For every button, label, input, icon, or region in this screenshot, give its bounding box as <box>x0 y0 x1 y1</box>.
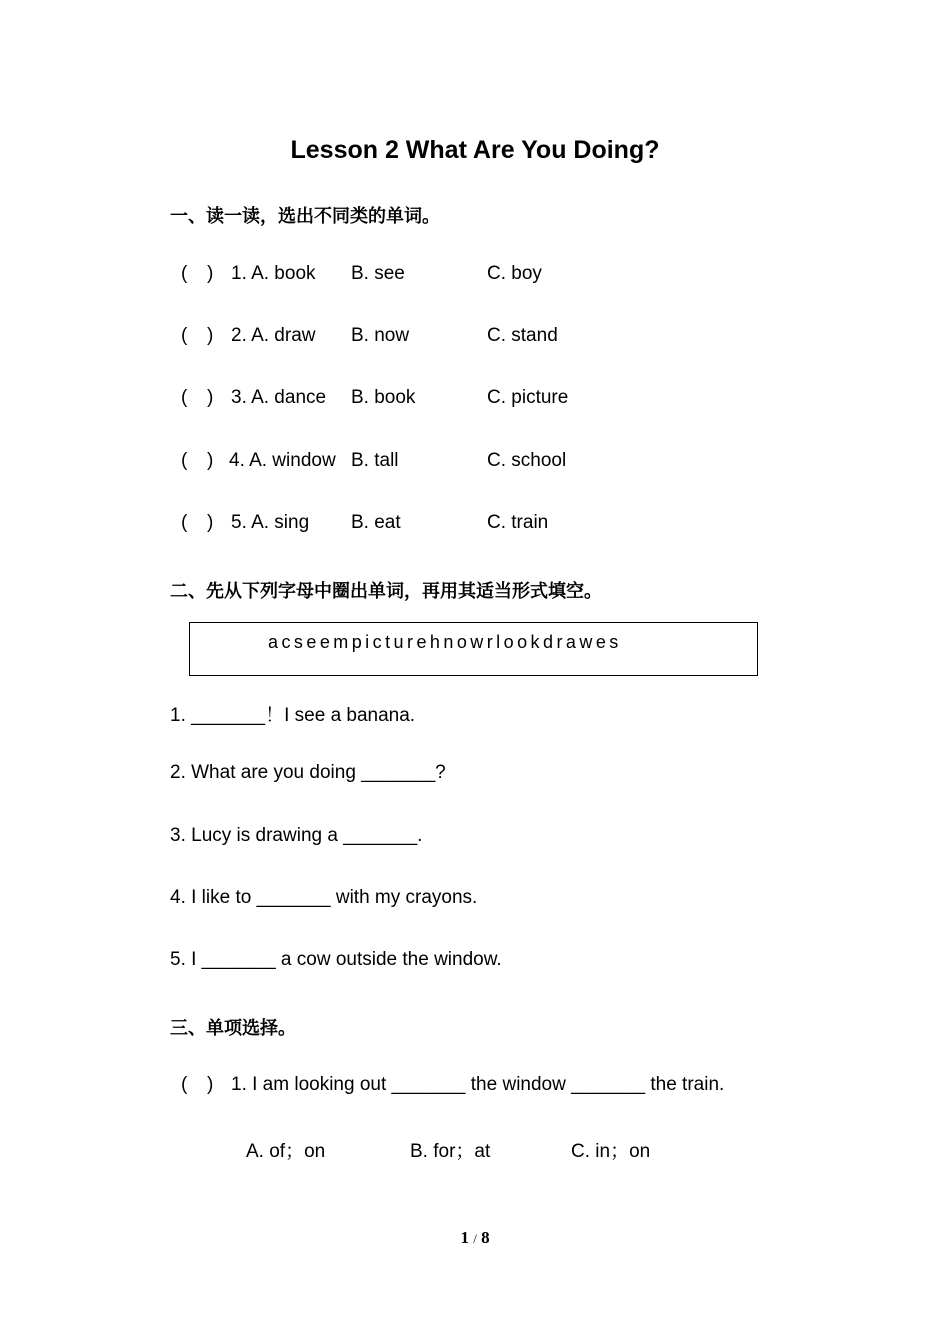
answer-paren-left: ( <box>181 512 188 533</box>
option-a: 2. A. draw <box>231 325 316 346</box>
option-b: B. now <box>351 325 410 346</box>
answer-paren-left: ( <box>181 325 188 346</box>
option-a: 5. A. sing <box>231 512 310 533</box>
choice-b: B. for；at <box>410 1141 491 1162</box>
answer-paren-left: ( <box>181 450 188 471</box>
section-3-heading: 三、单项选择。 <box>170 1018 296 1038</box>
s2-sentence-4: 4. I like to _______ with my crayons. <box>170 887 478 908</box>
option-b: B. tall <box>351 450 399 471</box>
option-c: C. train <box>487 512 549 533</box>
current-page: 1 <box>460 1228 469 1247</box>
option-b: B. book <box>351 387 416 408</box>
answer-paren-left: ( <box>181 1074 188 1095</box>
option-c: C. picture <box>487 387 569 408</box>
answer-paren-right: ) <box>207 325 214 346</box>
answer-paren-right: ) <box>207 1074 214 1095</box>
answer-paren-right: ) <box>207 450 214 471</box>
page-separator: / <box>473 1231 477 1246</box>
s2-sentence-5: 5. I _______ a cow outside the window. <box>170 949 502 970</box>
option-b: B. eat <box>351 512 401 533</box>
answer-paren-left: ( <box>181 263 188 284</box>
section-2-heading: 二、先从下列字母中圈出单词，再用其适当形式填空。 <box>170 581 602 601</box>
total-pages: 8 <box>481 1228 490 1247</box>
section-1-heading: 一、读一读，选出不同类的单词。 <box>170 206 440 226</box>
page-number <box>0 1228 950 1248</box>
answer-paren-left: ( <box>181 387 188 408</box>
choice-c: C. in；on <box>571 1141 651 1162</box>
option-c: C. boy <box>487 263 542 284</box>
answer-paren-right: ) <box>207 512 214 533</box>
answer-paren-right: ) <box>207 387 214 408</box>
option-b: B. see <box>351 263 405 284</box>
page-title: Lesson 2 What Are You Doing? <box>290 136 660 164</box>
option-c: C. stand <box>487 325 558 346</box>
s2-sentence-2: 2. What are you doing _______? <box>170 762 446 783</box>
letter-sequence: acseempicturehnowrlookdrawes <box>268 632 622 652</box>
option-a: 4. A. window <box>229 450 336 471</box>
s2-sentence-1: 1. _______！I see a banana. <box>170 705 416 726</box>
answer-paren-right: ) <box>207 263 214 284</box>
letter-grid-box <box>189 622 758 676</box>
option-c: C. school <box>487 450 567 471</box>
s2-sentence-3: 3. Lucy is drawing a _______. <box>170 825 423 846</box>
option-a: 3. A. dance <box>231 387 327 408</box>
choice-a: A. of；on <box>246 1141 326 1162</box>
question-text: 1. I am looking out _______ the window _______ the train. <box>231 1074 725 1095</box>
option-a: 1. A. book <box>231 263 316 284</box>
